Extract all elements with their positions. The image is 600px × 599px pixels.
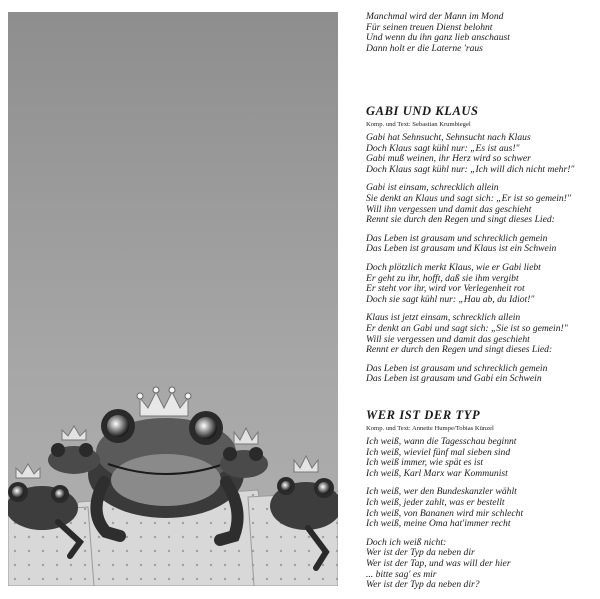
stanza — [366, 437, 596, 479]
lyric-line: Und wenn du ihn ganz lieb anschaust — [366, 32, 510, 44]
lyric-line: Er geht zu ihr, hofft, daß sie ihm vergibt — [366, 272, 519, 284]
lyric-line: Will ihn vergessen und damit das geschieht — [366, 203, 532, 215]
lyric-line: Ich weiß immer, wie spät es ist — [366, 457, 483, 469]
lyric-line: Für seinen treuen Dienst belohnt — [366, 21, 493, 33]
lyric-line: Ich weiß, jeder zahlt, was er bestellt — [366, 496, 505, 508]
stanza — [366, 133, 596, 175]
lyric-line: Manchmal wird der Mann im Mond — [366, 11, 504, 22]
lyric-line: Dann holt er die Laterne 'raus — [366, 42, 483, 54]
lyric-line: Wer ist der Tap, und was will der hier — [366, 557, 511, 569]
lyric-line: Doch Klaus sagt kühl nur: „Es ist aus!" — [366, 142, 520, 154]
song-gabi-und-klaus — [366, 104, 596, 393]
lyric-line: Ich weiß, meine Oma hat'immer recht — [366, 518, 511, 530]
lyric-line: Rennt er durch den Regen und singt dieses Lied: — [366, 344, 553, 356]
lyric-line: Ich weiß, wann die Tagesschau beginnt — [366, 436, 517, 447]
lyrics-column — [366, 11, 596, 591]
lyric-line: Rennt sie durch den Regen und singt dieses Lied: — [366, 214, 555, 226]
lyric-line: Sie denkt an Klaus und sagt sich: „Er ist so gemein!" — [366, 192, 571, 204]
lyric-line: Doch plötzlich merkt Klaus, wie er Gabi liebt — [366, 261, 541, 273]
lyric-line: Ich weiß, von Bananen wird mir schlecht — [366, 507, 524, 519]
intro-stanza — [366, 12, 596, 54]
lyric-line: Gabi hat Sehnsucht, Sehnsucht nach Klaus — [366, 132, 531, 143]
lyric-line: Gabi muß weinen, ihr Herz wird so schwer — [366, 153, 531, 165]
lyric-line: Doch sie sagt kühl nur: „Hau ab, du Idiot!" — [366, 293, 535, 305]
illustration-frogs — [8, 12, 338, 586]
stanza — [366, 263, 596, 305]
song-credit: Komp. und Text: Sebastian Krumbiegel — [366, 121, 471, 128]
lyric-line: Ich weiß, Karl Marx war Kommunist — [366, 467, 508, 479]
lyric-line: Wer ist der Typ da neben dir — [366, 547, 475, 559]
stanza — [366, 487, 596, 529]
stanza — [366, 538, 596, 591]
stanza — [366, 364, 596, 385]
lyric-line: Das Leben ist grausam und schrecklich gemein — [366, 362, 548, 374]
song-credit: Komp. und Text: Annette Humpe/Tobias Künzel — [366, 425, 494, 432]
song-title: WER IST DER TYP — [366, 408, 481, 422]
song-title: GABI UND KLAUS — [366, 104, 479, 118]
lyric-line: Er denkt an Gabi und sagt sich: „Sie ist so gemein!" — [366, 322, 568, 334]
lyric-line: Das Leben ist grausam und Klaus ist ein Schwein — [366, 243, 557, 255]
song-wer-ist-der-typ — [366, 408, 596, 599]
stanza — [366, 234, 596, 255]
lyric-line: Doch ich weiß nicht: — [366, 536, 447, 548]
lyric-line: Klaus ist jetzt einsam, schrecklich allein — [366, 312, 521, 324]
lyric-line: Er steht vor ihr, wird vor Verlegenheit rot — [366, 283, 525, 295]
lyric-line: Das Leben ist grausam und schrecklich gemein — [366, 232, 548, 244]
lyric-line: Ich weiß, wer den Bundeskanzler wählt — [366, 486, 517, 498]
lyric-line: Will sie vergessen und damit das geschieht — [366, 333, 530, 345]
stanza — [366, 183, 596, 225]
lyric-line: Doch Klaus sagt kühl nur: „Ich will dich nicht mehr!" — [366, 163, 575, 175]
lyric-line: Ich weiß, wieviel fünf mal sieben sind — [366, 446, 511, 458]
lyric-line: Gabi ist einsam, schrecklich allein — [366, 182, 499, 194]
stanza — [366, 313, 596, 355]
frog-illustration — [8, 12, 338, 586]
lyric-line: Das Leben ist grausam und Gabi ein Schwein — [366, 373, 542, 385]
lyric-line: Wer ist der Typ da neben dir? — [366, 579, 480, 591]
lyric-line: ... bitte sag' es mir — [366, 568, 437, 580]
